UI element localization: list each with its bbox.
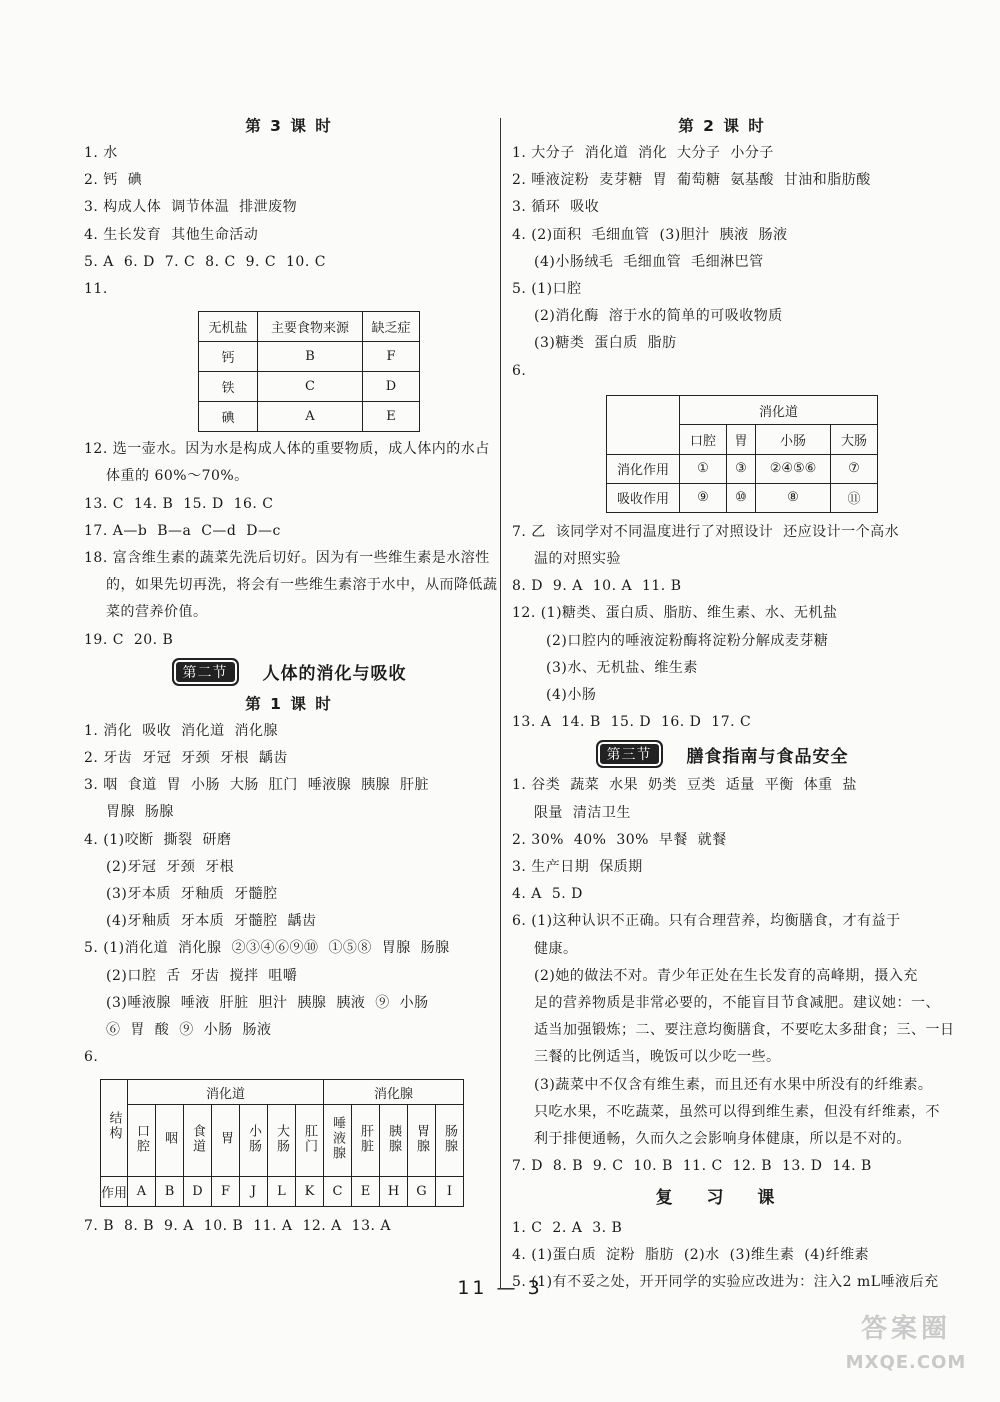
organ-cell: 小肠 [240, 1105, 268, 1177]
table-header: 口腔 [680, 425, 727, 455]
table-cell: ⑧ [756, 483, 831, 512]
table-cell: 碘 [199, 402, 258, 432]
table-cell: ⑨ [680, 483, 727, 512]
row-label-function: 作用 [101, 1177, 128, 1207]
table-cell: ⑪ [831, 483, 878, 512]
table-header: 无机盐 [199, 312, 258, 342]
answer-line: (3)牙本质 牙釉质 牙髓腔 [106, 886, 278, 903]
organ-cell: 胃腺 [408, 1105, 436, 1177]
organ-cell: 口腔 [128, 1105, 156, 1177]
organ-cell: 食道 [184, 1105, 212, 1177]
answer-line: 只吃水果，不吃蔬菜，虽然可以得到维生素，但没有纤维素，不 [534, 1103, 940, 1120]
table-cell: ②④⑤⑥ [756, 454, 831, 483]
answer-line: 3. 生产日期 保质期 [512, 859, 643, 876]
group-header-glands: 消化腺 [324, 1080, 464, 1105]
table-header: 主要食物来源 [258, 312, 363, 342]
lesson-3-title: 第 3 课 时 [245, 117, 333, 135]
organ-cell: 大肠 [268, 1105, 296, 1177]
answer-line: 12. (1)糖类、蛋白质、脂肪、维生素、水、无机盐 [512, 605, 838, 622]
function-cell: K [296, 1177, 324, 1207]
watermark-site: MXQE.COM [845, 1352, 967, 1373]
answer-line: (2)消化酶 溶于水的简单的可吸收物质 [534, 308, 783, 325]
answer-line: 2. 牙齿 牙冠 牙颈 牙根 龋齿 [84, 750, 288, 767]
table-header: 大肠 [831, 425, 878, 455]
organ-cell: 肠腺 [436, 1105, 464, 1177]
answer-line: (3)水、无机盐、维生素 [546, 659, 698, 676]
answer-line: 7. B 8. B 9. A 10. B 11. A 12. A 13. A [84, 1218, 391, 1235]
column-divider [500, 118, 501, 1288]
watermark-logo [822, 1312, 990, 1390]
answer-line: (4)牙釉质 牙本质 牙髓腔 龋齿 [106, 913, 317, 930]
function-cell: J [240, 1177, 268, 1207]
function-cell: F [212, 1177, 240, 1207]
lesson-1-title: 第 1 课 时 [245, 694, 333, 713]
answer-line: 7. 乙 该同学对不同温度进行了对照设计 还应设计一个高水 [512, 523, 900, 540]
answer-line: 5. A 6. D 7. C 8. C 9. C 10. C [84, 253, 326, 270]
answer-line: 13. C 14. B 15. D 16. C [84, 495, 274, 512]
answer-line: 4. A 5. D [512, 886, 583, 903]
answer-line: 利于排便通畅，久而久之会影响身体健康，所以是不对的。 [534, 1131, 911, 1148]
minerals-table [198, 311, 420, 432]
function-cell: E [352, 1177, 380, 1207]
watermark-logo-text: 答案圈 [860, 1314, 951, 1344]
answer-line: 6. [84, 1049, 99, 1066]
table-cell: E [363, 402, 420, 432]
answer-line: (2)口腔内的唾液淀粉酶将淀粉分解成麦芽糖 [546, 632, 829, 649]
organ-cell: 胰腺 [380, 1105, 408, 1177]
table-corner [607, 395, 680, 454]
section-badge: 第三节 [596, 740, 663, 768]
table-cell: B [258, 342, 363, 372]
row-label-structure: 结构 [101, 1080, 128, 1177]
right-column [512, 112, 955, 1296]
answer-line: 5. (1)消化道 消化腺 ②③④⑥⑨⑩ ①⑤⑧ 胃腺 肠腺 [84, 940, 450, 957]
answer-line: 1. 大分子 消化道 消化 大分子 小分子 [512, 145, 774, 161]
table-cell: C [258, 372, 363, 402]
table-cell: F [363, 342, 420, 372]
answer-line: 3. 循环 吸收 [512, 199, 600, 216]
function-cell: D [184, 1177, 212, 1207]
answer-line: 17. A—b B—a C—d D—c [84, 522, 281, 539]
answer-line: 1. 谷类 蔬菜 水果 奶类 豆类 适量 平衡 体重 盐 [512, 777, 858, 794]
table-header: 胃 [727, 425, 756, 455]
answer-line: 足的营养物质是非常必要的，不能盲目节食减肥。建议她：一、 [534, 995, 940, 1012]
answer-line: 健康。 [534, 940, 578, 957]
table-group-header: 消化道 [680, 395, 878, 425]
answer-line: 3. 咽 食道 胃 小肠 大肠 肛门 唾液腺 胰腺 肝脏 [84, 777, 430, 794]
answer-line: 18. 富含维生素的蔬菜先洗后切好。因为有一些维生素是水溶性 [84, 550, 490, 567]
answer-line: 菜的营养价值。 [106, 604, 208, 621]
answer-line: 适当加强锻炼；二、要注意均衡膳食，不要吃太多甜食；三、一日 [534, 1022, 955, 1039]
group-header-tract: 消化道 [128, 1080, 324, 1105]
answer-line: (4)小肠 [546, 687, 597, 704]
answer-line: ⑥ 胃 酸 ⑨ 小肠 肠液 [106, 1022, 272, 1039]
organ-cell: 唾液腺 [324, 1105, 352, 1177]
answer-line: 限量 清洁卫生 [534, 804, 631, 821]
answer-line: 温的对照实验 [534, 551, 621, 568]
section-3-heading [512, 738, 932, 770]
section-2-heading [84, 656, 494, 688]
section-badge: 第二节 [172, 658, 239, 686]
answer-line: 体重的 60%～70%。 [106, 468, 249, 485]
answer-line: (2)牙冠 牙颈 牙根 [106, 858, 235, 875]
answer-line: 8. D 9. A 10. A 11. B [512, 578, 682, 595]
section-title: 膳食指南与食品安全 [686, 746, 849, 767]
digestive-system-table [100, 1079, 464, 1207]
answer-line: 1. 水 [84, 145, 118, 161]
answer-line: 2. 30% 40% 30% 早餐 就餐 [512, 831, 727, 848]
section-title: 人体的消化与吸收 [262, 664, 407, 685]
table-cell: D [363, 372, 420, 402]
left-column [84, 112, 498, 1241]
table-cell: ⑦ [831, 454, 878, 483]
answer-line: 13. A 14. B 15. D 16. D 17. C [512, 714, 752, 731]
function-cell: B [156, 1177, 184, 1207]
answer-line: 的，如果先切再洗，将会有一些维生素溶于水中，从而降低蔬 [106, 577, 498, 594]
answer-line: 19. C 20. B [84, 631, 174, 648]
answer-line: 4. (2)面积 毛细血管 (3)胆汁 胰液 肠液 [512, 226, 788, 243]
lesson-2-title: 第 2 课 时 [678, 117, 766, 135]
table-cell: 铁 [199, 372, 258, 402]
function-cell: A [128, 1177, 156, 1207]
answer-line: 7. D 8. B 9. C 10. B 11. C 12. B 13. D 14. B [512, 1158, 872, 1175]
answer-line: (2)她的做法不对。青少年正处在生长发育的高峰期，摄入充 [534, 967, 918, 984]
organ-cell: 胃 [212, 1105, 240, 1177]
function-cell: I [436, 1177, 464, 1207]
answer-line: 12. 选一壶水。因为水是构成人体的重要物质，成人体内的水占 [84, 441, 490, 458]
function-cell: H [380, 1177, 408, 1207]
answer-line: (4)小肠绒毛 毛细血管 毛细淋巴管 [534, 253, 764, 270]
function-cell: L [268, 1177, 296, 1207]
answer-line: 三餐的比例适当，晚饭可以少吃一些。 [534, 1049, 781, 1066]
answer-line: (2)口腔 舌 牙齿 搅拌 咀嚼 [106, 967, 298, 984]
answer-line: 4. (1)蛋白质 淀粉 脂肪 (2)水 (3)维生素 (4)纤维素 [512, 1246, 870, 1263]
review-lesson-title: 复 习 课 [655, 1187, 789, 1208]
answer-line: 6. [512, 362, 527, 379]
table-cell: A [258, 402, 363, 432]
answer-line: (3)糖类 蛋白质 脂肪 [534, 335, 677, 352]
answer-line: 3. 构成人体 调节体温 排泄废物 [84, 199, 298, 216]
answer-line: 1. 消化 吸收 消化道 消化腺 [84, 722, 279, 739]
row-label: 消化作用 [607, 454, 680, 483]
answer-line: 5. (1)有不妥之处，开开同学的实验应改进为：注入2 mL唾液后充 [512, 1273, 939, 1290]
organ-cell: 咽 [156, 1105, 184, 1177]
answer-line: 胃腺 肠腺 [106, 804, 174, 821]
answer-line: (3)蔬菜中不仅含有维生素，而且还有水果中所没有的纤维素。 [534, 1076, 933, 1093]
answer-line: 6. (1)这种认识不正确。只有合理营养，均衡膳食，才有益于 [512, 913, 901, 930]
row-label: 吸收作用 [607, 483, 680, 512]
table-cell: ③ [727, 454, 756, 483]
answer-line: 2. 唾液淀粉 麦芽糖 胃 葡萄糖 氨基酸 甘油和脂肪酸 [512, 172, 871, 189]
table-header: 缺乏症 [363, 312, 420, 342]
answer-line: 5. (1)口腔 [512, 281, 582, 298]
table-cell: ① [680, 454, 727, 483]
organ-cell: 肛门 [296, 1105, 324, 1177]
answer-line: 4. 生长发育 其他生命活动 [84, 226, 259, 243]
function-cell: C [324, 1177, 352, 1207]
function-cell: G [408, 1177, 436, 1207]
answer-line: 11. [84, 281, 108, 298]
table-cell: 钙 [199, 342, 258, 372]
table-cell: ⑩ [727, 483, 756, 512]
organ-cell: 肝脏 [352, 1105, 380, 1177]
answer-line: 4. (1)咬断 撕裂 研磨 [84, 831, 232, 848]
table-header: 小肠 [756, 425, 831, 455]
answer-line: 2. 钙 碘 [84, 172, 143, 189]
digestion-absorption-table [606, 395, 878, 513]
answer-line: (3)唾液腺 唾液 肝脏 胆汁 胰腺 胰液 ⑨ 小肠 [106, 994, 429, 1011]
page-number: 11 — 3 [457, 1277, 543, 1299]
answer-line: 1. C 2. A 3. B [512, 1219, 623, 1236]
